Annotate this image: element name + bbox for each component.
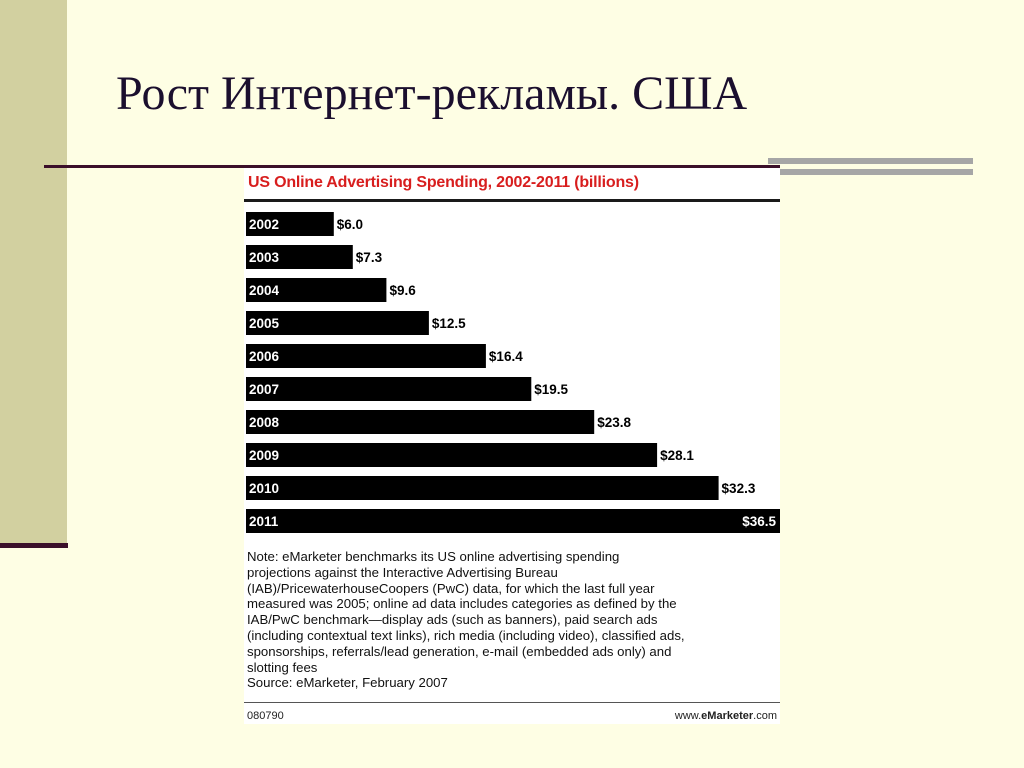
bar-2006 xyxy=(246,344,486,368)
category-label: 2002 xyxy=(249,217,280,232)
category-label: 2011 xyxy=(249,514,279,529)
bar-2007 xyxy=(246,377,531,401)
note-line: Note: eMarketer benchmarks its US online advertising spending xyxy=(247,549,620,564)
value-label: $9.6 xyxy=(389,283,416,298)
category-label: 2008 xyxy=(249,415,280,430)
footer-rule xyxy=(244,702,780,703)
value-label: $32.3 xyxy=(721,481,756,496)
category-label: 2004 xyxy=(249,283,280,298)
note-line: slotting fees xyxy=(247,659,318,675)
right-decor-bar-top xyxy=(768,158,973,164)
brand-name: eMarketer xyxy=(701,710,754,722)
category-label: 2010 xyxy=(249,481,280,496)
value-label: $19.5 xyxy=(534,382,569,397)
value-label: $7.3 xyxy=(355,250,383,265)
note-line: sponsorships, referrals/lead generation, e-mail (embedded ads only) and xyxy=(247,643,672,659)
note-line: measured was 2005; online ad data includes categories as defined by the xyxy=(247,596,677,612)
value-label: $36.5 xyxy=(742,514,776,529)
chart-notes xyxy=(247,549,777,691)
chart-title: US Online Advertising Spending, 2002-2011 (billions) xyxy=(248,174,639,191)
right-decor-bar-bottom xyxy=(780,169,973,175)
bar-2011 xyxy=(246,509,780,533)
value-label: $16.4 xyxy=(488,349,523,364)
category-label: 2007 xyxy=(249,382,280,397)
value-label: $6.0 xyxy=(336,217,364,232)
slide-title: Рост Интернет-рекламы. США xyxy=(116,67,748,120)
brand-credit xyxy=(675,710,777,722)
note-line: Source: eMarketer, February 2007 xyxy=(247,675,448,691)
brand-suffix: .com xyxy=(753,710,777,722)
category-label: 2003 xyxy=(249,250,280,265)
chart-title-rule xyxy=(244,199,780,202)
note-line: (IAB)/PricewaterhouseCoopers (PwC) data, for which the last full year xyxy=(247,580,655,596)
chart-code: 080790 xyxy=(247,710,284,722)
value-label: $28.1 xyxy=(660,448,694,463)
value-label: $23.8 xyxy=(597,415,631,430)
category-label: 2009 xyxy=(249,448,280,463)
bar-2010 xyxy=(246,476,719,500)
bar-2008 xyxy=(246,410,594,434)
category-label: 2005 xyxy=(249,316,280,331)
note-line: IAB/PwC benchmark—display ads (such as banners), paid search ads xyxy=(247,612,658,628)
chart-image xyxy=(244,168,780,724)
brand-prefix: www. xyxy=(674,710,702,722)
category-label: 2006 xyxy=(249,349,280,364)
note-line: projections against the Interactive Advertising Bureau xyxy=(247,564,558,580)
bar-chart xyxy=(244,208,780,538)
value-label: $12.5 xyxy=(431,316,466,331)
left-decor-line xyxy=(0,543,68,548)
left-decor-strip xyxy=(0,0,67,545)
note-line: (including contextual text links), rich media (including video), classified ads, xyxy=(247,627,685,643)
bar-2009 xyxy=(246,443,657,467)
right-decor-bars xyxy=(768,158,973,178)
